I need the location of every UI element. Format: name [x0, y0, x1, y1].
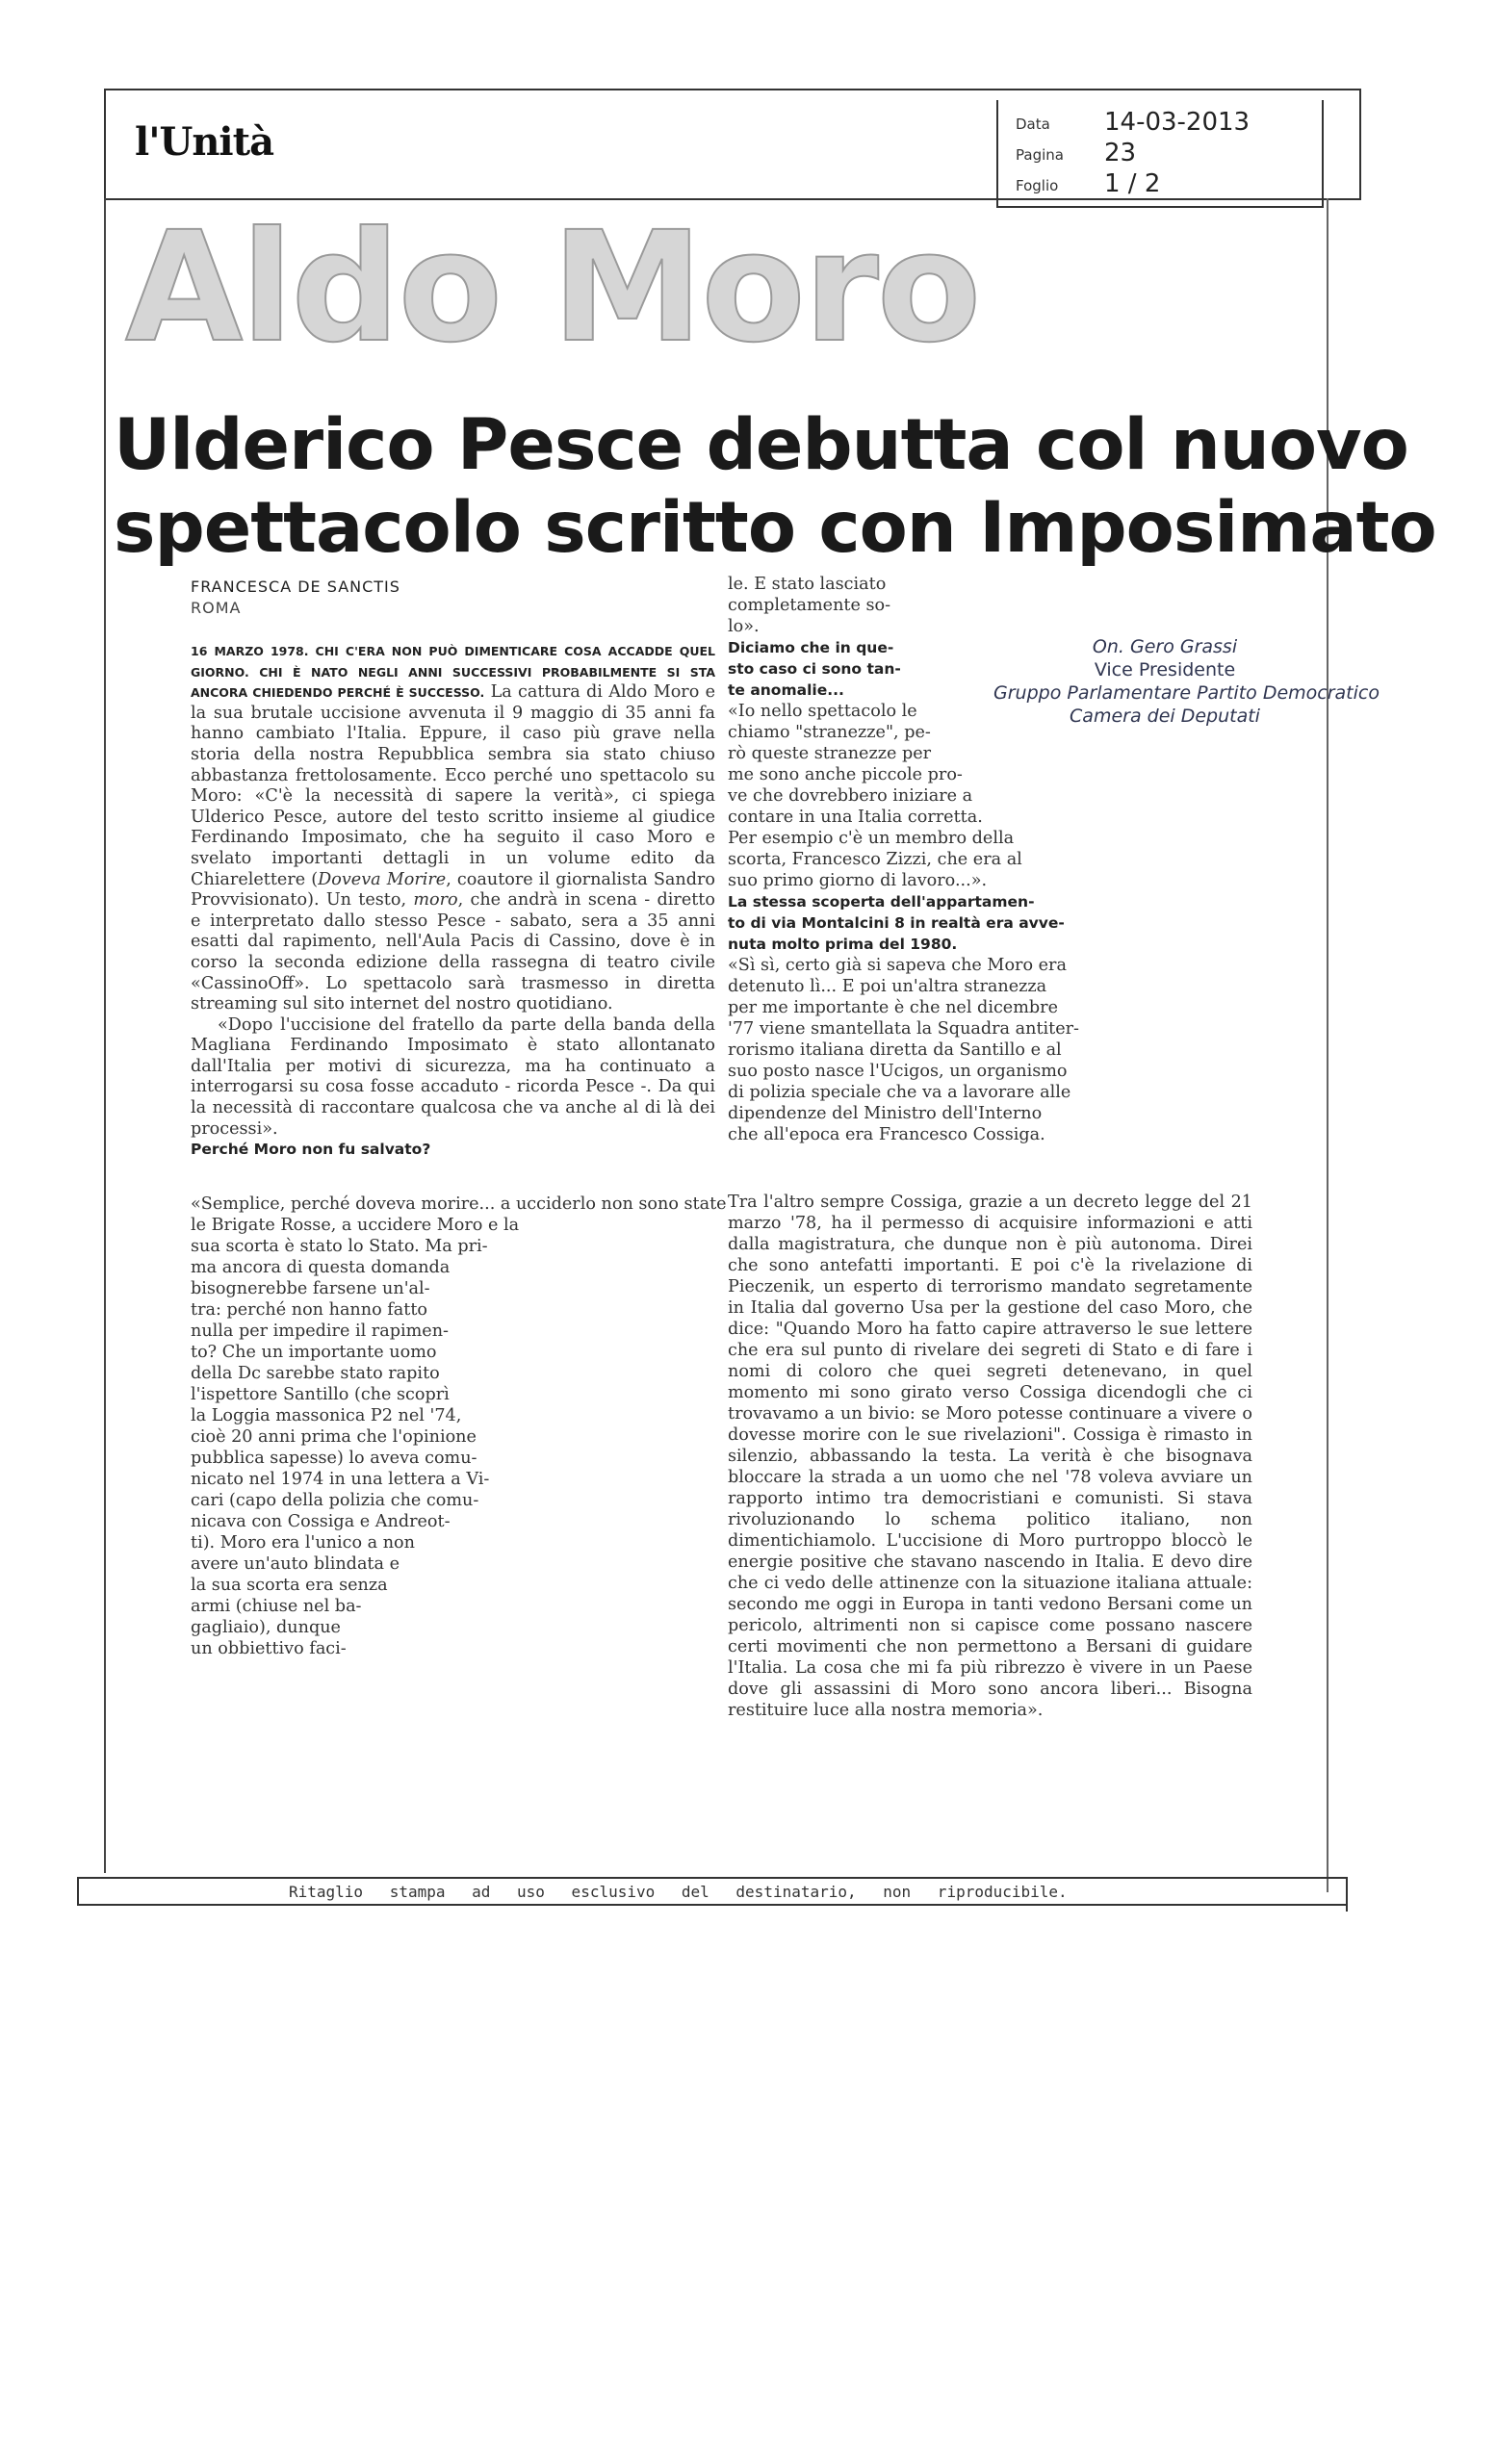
answer-1-line: cioè 20 anni prima che l'opinione	[191, 1427, 477, 1447]
stamp-role: Vice Presidente	[1094, 659, 1236, 680]
stamp-name: On. Gero Grassi	[1092, 636, 1238, 657]
newspaper-logo: l'Unità	[135, 119, 273, 165]
answer-1-line: tra: perché non hanno fatto	[191, 1300, 428, 1320]
answer-1-line: nicato nel 1974 in una lettera a Vi-	[191, 1470, 490, 1489]
answer-2-line: «Io nello spettacolo le	[728, 702, 917, 721]
lead-caps: 16 MARZO 1978. CHI C'ERA NON PUÒ DIMENTICARE COSA ACCADDE QUEL GIORNO. CHI È NATO NEGLI ANNI SUCCESSIVI PROBABILMENTE SI STA ANCORA CHIEDENDO PERCHÉ È SUCCESSO.	[191, 644, 715, 701]
lead-paragraph	[191, 641, 715, 1015]
answer-2-line: Per esempio c'è un membro della	[728, 829, 1015, 848]
play-title: moro	[413, 890, 458, 911]
answer-1-line: ti). Moro era l'unico a non	[191, 1533, 415, 1553]
headline-line-1: Ulderico Pesce debutta col nuovo	[114, 404, 1408, 486]
frame-bottom-rule-2	[77, 1904, 1348, 1906]
answer-3-line: dipendenze del Ministro dell'Interno	[728, 1104, 1043, 1123]
article-column-2-bottom	[728, 1192, 1252, 1721]
col2-line: completamente so-	[728, 596, 891, 615]
para1-end: , che andrà in scena - diretto e interpretato dallo stesso Pesce - sabato, sera a 35 anni esatti dal rapimento, nell'Aula Pacis di Cassino, dove è in corso la seconda edizione della rassegna di teatro civile «CassinoOff». Lo spettacolo sarà trasmesso in diretta streaming sul sito internet del nostro quotidiano.	[191, 890, 715, 1014]
answer-1-line: le Brigate Rosse, a uccidere Moro e la	[191, 1216, 520, 1235]
answer-1-line: cari (capo della polizia che comu-	[191, 1491, 479, 1510]
answer-1-line: armi (chiuse nel ba-	[191, 1597, 362, 1616]
answer-1-line: nulla per impedire il rapimen-	[191, 1322, 449, 1341]
question-2-line: sto caso ci sono tan-	[728, 660, 901, 678]
meta-label-pagina: Pagina	[1016, 146, 1064, 164]
para1-mid: , coautore il giornalista Sandro Provvisionato). Un testo,	[191, 869, 715, 911]
stamp-group: Gruppo Parlamentare Partito Democratico	[993, 682, 1380, 704]
question-2-line: te anomalie...	[728, 681, 844, 699]
answer-1-line: «Semplice, perché doveva morire... a ucciderlo non sono state	[191, 1194, 727, 1214]
answer-2-line: rò queste stranezze per	[728, 744, 932, 763]
answer-3-line: di polizia speciale che va a lavorare alle	[728, 1083, 1071, 1102]
answer-2-line: scorta, Francesco Zizzi, che era al	[728, 850, 1022, 869]
paragraph-2: «Dopo l'uccisione del fratello da parte della banda della Magliana Ferdinando Imposimato è stato allontanato dall'Italia per motivi di sicurezza, ma ha continuato a interrogarsi su cosa fosse accaduto - ricorda Pesce -. Da qui la necessità di raccontare qualcosa che va anche al di là dei processi».	[191, 1014, 715, 1139]
answer-1-line: pubblica sapesse) lo aveva comu-	[191, 1449, 477, 1468]
answer-1-line: to? Che un importante uomo	[191, 1343, 437, 1362]
answer-1-line: bisognerebbe farsene un'al-	[191, 1279, 430, 1298]
answer-1-column	[191, 1194, 727, 1659]
article-headline	[114, 404, 1436, 570]
meta-value-pagina: 23	[1104, 139, 1137, 167]
answer-2-line: me sono anche piccole pro-	[728, 765, 963, 784]
answer-3-line: per me importante è che nel dicembre	[728, 998, 1058, 1017]
meta-value-data: 14-03-2013	[1104, 108, 1251, 137]
headline-line-2: spettacolo scritto con Imposimato	[114, 487, 1436, 569]
answer-1-line: la Loggia massonica P2 nel '74,	[191, 1406, 462, 1425]
answer-1-line: nicava con Cossiga e Andreot-	[191, 1512, 451, 1531]
byline: FRANCESCA DE SANCTIS	[191, 578, 400, 596]
frame-bottom-left-tick	[77, 1877, 79, 1906]
col2-line: le. E stato lasciato	[728, 575, 887, 594]
answer-3-line: detenuto lì... E poi un'altra stranezza	[728, 977, 1047, 996]
answer-2-line: suo primo giorno di lavoro...».	[728, 871, 988, 890]
question-3-line: La stessa scoperta dell'appartamen-	[728, 893, 1035, 911]
reproduction-notice: Ritaglio stampa ad uso esclusivo del destinatario, non riproducibile.	[289, 1883, 1068, 1901]
answer-1-line: della Dc sarebbe stato rapito	[191, 1364, 440, 1383]
question-2-line: Diciamo che in que-	[728, 639, 894, 656]
question-3-line: to di via Montalcini 8 in realtà era avve-	[728, 914, 1065, 932]
question-3-line: nuta molto prima del 1980.	[728, 936, 958, 953]
answer-3-line: '77 viene smantellata la Squadra antiter-	[728, 1019, 1079, 1039]
frame-left-rule	[104, 198, 106, 1873]
meta-value-foglio: 1 / 2	[1104, 169, 1161, 198]
answer-3-line: suo posto nasce l'Ucigos, un organismo	[728, 1062, 1068, 1081]
clipping-meta-box	[996, 100, 1324, 208]
stamp-chamber: Camera dei Deputati	[1070, 706, 1260, 727]
answer-1-line: ma ancora di questa domanda	[191, 1258, 451, 1277]
answer-2-line: contare in una Italia corretta.	[728, 808, 983, 827]
answer-2-line: chiamo "stranezze", pe-	[728, 723, 931, 742]
meta-label-foglio: Foglio	[1016, 177, 1059, 194]
article-kicker: Aldo Moro	[125, 199, 980, 376]
dateline-place: ROMA	[191, 599, 242, 617]
answer-1-line: l'ispettore Santillo (che scoprì	[191, 1385, 450, 1404]
deputy-stamp	[993, 635, 1380, 728]
answer-1-line: avere un'auto blindata e	[191, 1554, 400, 1574]
frame-bottom-rule	[77, 1877, 1348, 1879]
answer-1-line: un obbiettivo faci-	[191, 1639, 347, 1658]
answer-2-line: ve che dovrebbero iniziare a	[728, 786, 973, 806]
answer-3-line: «Sì sì, certo già si sapeva che Moro era	[728, 956, 1067, 975]
book-title: Doveva Morire	[318, 869, 447, 889]
col2-line: lo».	[728, 617, 760, 636]
answer-3-line: rorismo italiana diretta da Santillo e al	[728, 1040, 1062, 1060]
final-paragraph: Tra l'altro sempre Cossiga, grazie a un decreto legge del 21 marzo '78, ha il permesso di acquisire informazioni e atti dalla magistratura, che dunque non è più autonoma. Direi che sono antefatti importanti. E poi c'è la rivelazione di Pieczenik, un esperto di terrorismo mandato segretamente in Italia dal governo Usa per la gestione del caso Moro, che dice: "Quando Moro ha fatto capire attraverso le sue lettere che era sul punto di rivelare dei segreti di Stato e di fare i nomi di coloro che quei segreti detenevano, in quel momento mi sono girato verso Cossiga dicendogli che ci trovavamo a un bivio: se Moro potesse continuare a vivere o dovesse morire con le sue rivelazioni". Cossiga è rimasto in silenzio, abbassando la testa. La verità è che bisognava bloccare la strada a un uomo che nel '78 voleva avviare un rapporto intimo tra democristiani e comunisti. Si stava rivoluzionando lo schema politico italiano, non dimentichiamolo. L'uccisione di Moro purtroppo bloccò le energie positive che stavano nascendo in Italia. E devo dire che ci vedo delle attinenze con la situazione italiana attuale: secondo me oggi in Europa in tanti vedono Bersani come un pericolo, altrimenti non si capisce come possano nascere certi movimenti che non permettono a Bersani di guidare l'Italia. La cosa che mi fa più ribrezzo è vivere in un Paese dove gli assassini di Moro sono ancora liberi... Bisogna restituire luce alla nostra memoria».	[728, 1193, 1252, 1720]
answer-1-line: la sua scorta era senza	[191, 1576, 388, 1595]
article-column-1	[191, 641, 715, 1161]
answer-3-line: che all'epoca era Francesco Cossiga.	[728, 1125, 1045, 1144]
answer-1-line: gagliaio), dunque	[191, 1618, 341, 1637]
para1-text: La cattura di Aldo Moro e la sua brutale uccisione avvenuta il 9 maggio di 35 anni fa hanno cambiato l'Italia. Eppure, il caso più grave nella storia della nostra Repubblica sembra sia stato chiuso abbastanza frettolosamente. Ecco perché uno spettacolo su Moro: «C'è la necessità di sapere la verità», ci spiega Ulderico Pesce, autore del testo scritto insieme al giudice Ferdinando Imposimato, che ha seguito il caso Moro e svelato importanti dettagli in un volume edito da Chiarelettere (	[191, 682, 716, 889]
answer-1-line: sua scorta è stato lo Stato. Ma pri-	[191, 1237, 488, 1256]
meta-label-data: Data	[1016, 116, 1050, 133]
question-1: Perché Moro non fu salvato?	[191, 1141, 431, 1159]
